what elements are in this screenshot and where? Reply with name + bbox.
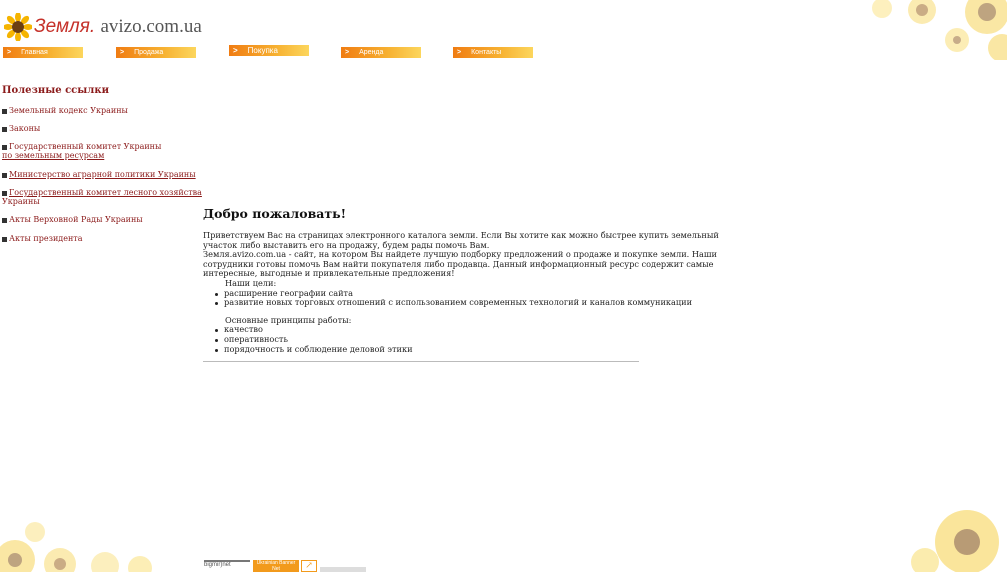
list-item: порядочность и соблюдение деловой этики (215, 344, 413, 354)
content-divider (203, 361, 639, 362)
sidebar-title: Полезные ссылки (2, 85, 109, 96)
bullet-icon (2, 173, 7, 178)
intro-line-1: Приветствуем Вас на страницах электронного каталога земли. Если Вы хотите как можно быстрее купить земельный участок либо выставить его на продажу, будем рады помочь Вам. (203, 230, 719, 250)
logo-text (34, 16, 202, 38)
sidebar-link-president-acts[interactable]: Акты президента (2, 234, 82, 243)
list-item: расширение географии сайта (215, 288, 353, 298)
list-item: оперативность (215, 334, 288, 344)
bullet-icon (215, 293, 218, 296)
logo-brand-word: Земля. (34, 16, 96, 37)
nav-home-button[interactable] (3, 47, 83, 58)
bullet-icon (2, 109, 7, 114)
nav-label: Аренда (359, 49, 384, 56)
list-item: качество (215, 324, 263, 334)
principles-heading: Основные принципы работы: (225, 315, 352, 325)
site-logo[interactable] (4, 12, 202, 42)
counter-placeholder[interactable] (320, 567, 366, 572)
nav-label: Главная (21, 49, 48, 56)
bullet-icon (2, 145, 7, 150)
arrow-right-icon: > (233, 46, 238, 55)
bullet-icon (215, 349, 218, 352)
sidebar-link-land-code[interactable]: Земельный кодекс Украины (2, 106, 128, 115)
bullet-icon (2, 237, 7, 242)
arrow-right-icon: > (120, 49, 125, 56)
bullet-icon (2, 191, 7, 196)
bullet-icon (2, 127, 7, 132)
sidebar-link-agrarian-ministry[interactable]: Министерство аграрной политики Украины (2, 170, 196, 179)
nav-purchase-button[interactable] (229, 45, 309, 56)
arrow-right-icon: > (457, 49, 462, 56)
bigmir-counter[interactable]: bigmir)net (204, 560, 250, 572)
intro-line-2: Земля.avizo.com.ua - сайт, на котором Вы найдете лучшую подборку предложений о продаже и покупке земли. Наши сотрудники готовы помочь Вам найти покупателя либо продавца. Данный информационный ресурс содержит самые интересные, выгодные и привлекательные предложения! (203, 249, 717, 278)
nav-label: Контакты (471, 49, 502, 56)
sunflower-bottom-right-decoration (907, 500, 1007, 572)
nav-sale-button[interactable] (116, 47, 196, 58)
nav-contacts-button[interactable] (453, 47, 533, 58)
banner-net-counter[interactable]: Ukrainian Banner Net (253, 560, 299, 572)
sidebar-link-laws[interactable]: Законы (2, 124, 40, 133)
list-item: развитие новых торговых отношений с использованием современных технологий и каналов коммуникации (215, 297, 692, 307)
sunflower-bottom-left-decoration (0, 520, 160, 572)
sunflower-top-right-decoration (862, 0, 1007, 60)
bullet-icon (215, 329, 218, 332)
logo-domain: avizo.com.ua (100, 16, 202, 37)
sidebar-link-land-resources-committee[interactable]: Государственный комитет Украины по земельным ресурсам (2, 142, 162, 160)
intro-paragraph (203, 231, 748, 279)
bullet-icon (215, 302, 218, 305)
nav-rent-button[interactable] (341, 47, 421, 58)
bullet-icon (215, 339, 218, 342)
sunflower-icon (4, 13, 32, 41)
nav-label: Покупка (247, 46, 278, 55)
nav-label: Продажа (134, 49, 164, 56)
arrow-right-icon: > (345, 49, 350, 56)
bullet-icon (2, 218, 7, 223)
sidebar-link-forestry-committee[interactable]: Государственный комитет лесного хозяйства Украины (2, 188, 202, 206)
page-title: Добро пожаловать! (203, 206, 347, 221)
sidebar-link-rada-acts[interactable]: Акты Верховной Рады Украины (2, 215, 143, 224)
goals-heading: Наши цели: (225, 278, 277, 288)
external-link-icon[interactable]: ↗ (301, 560, 317, 572)
arrow-right-icon: > (7, 49, 12, 56)
